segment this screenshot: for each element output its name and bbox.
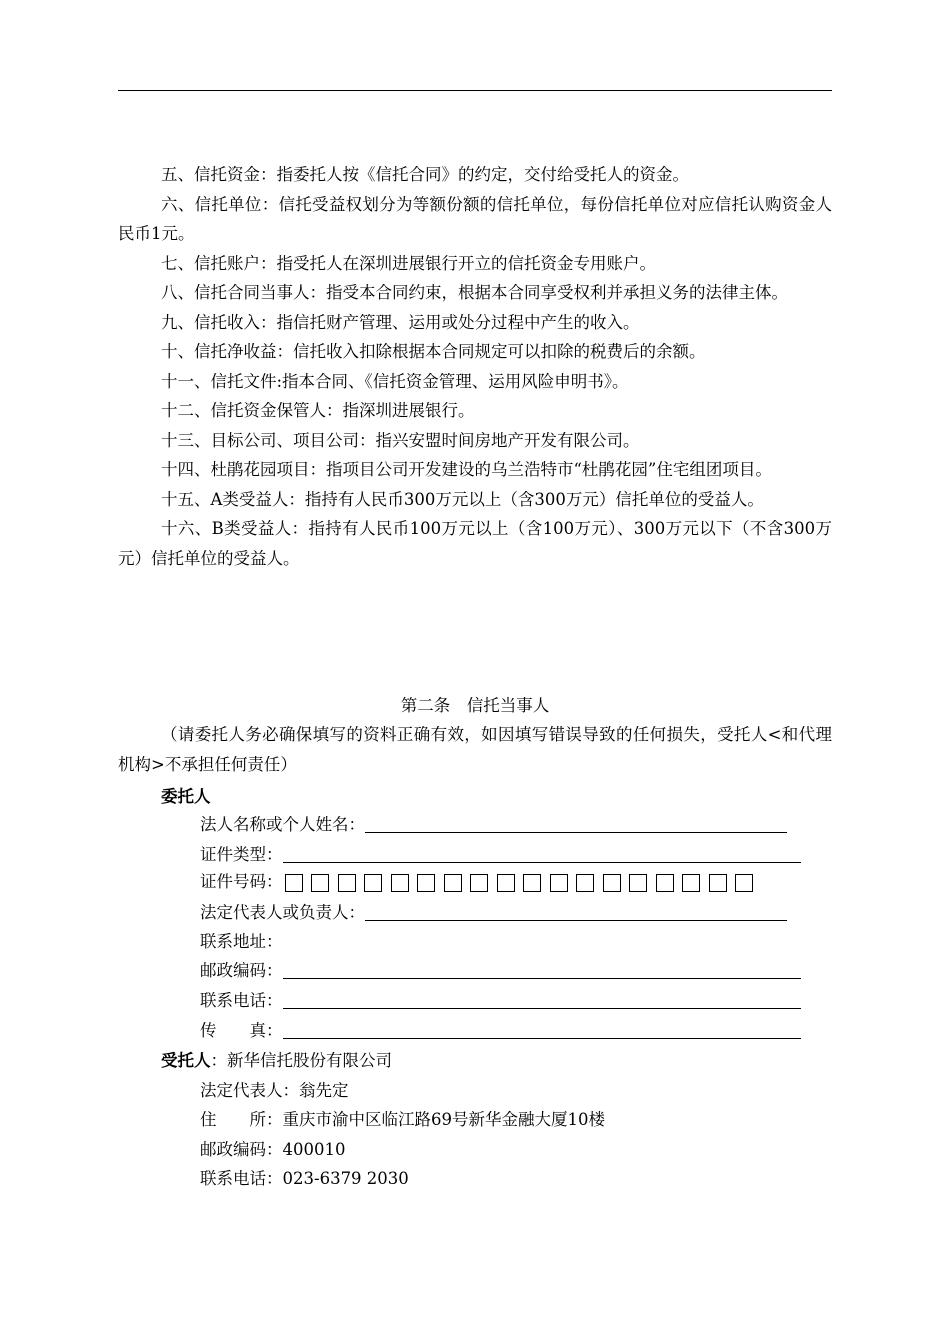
settlor-name-blank[interactable] [365,832,787,833]
definition-item: 十二、信托资金保管人：指深圳进展银行。 [161,401,475,420]
id-digit-box[interactable] [682,874,700,892]
id-digit-box[interactable] [470,874,488,892]
settlor-heading: 委托人 [161,787,211,806]
definitions-list [118,160,832,573]
trustee-phone: 联系电话：023-6379 2030 [200,1169,409,1188]
id-digit-box[interactable] [629,874,647,892]
header-rule [118,90,832,91]
address-field[interactable] [200,927,283,957]
definition-item: 十六、B类受益人：指持有人民币100万元以上（含100万元）、300万元以下（不含300万元）信托单位的受益人。 [118,519,832,568]
id-digit-box[interactable] [444,874,462,892]
legal-rep-field[interactable] [200,898,787,928]
postcode-label: 邮政编码： [200,961,283,980]
trustee-heading: 受托人 [161,1051,211,1070]
fax-field[interactable] [200,1016,801,1046]
trustee-name: ：新华信托股份有限公司 [210,1051,392,1070]
trustee-heading-line [161,1046,392,1076]
postcode-blank[interactable] [283,978,801,979]
section-title: 第二条 信托当事人 [400,696,550,715]
phone-field[interactable] [200,986,801,1016]
id-digit-box[interactable] [550,874,568,892]
legal-rep-label: 法定代表人或负责人： [200,903,365,922]
id-number-field[interactable] [200,867,753,897]
id-digit-box[interactable] [709,874,727,892]
id-number-label: 证件号码： [200,872,283,891]
legal-rep-blank[interactable] [365,920,787,921]
id-digit-box[interactable] [735,874,753,892]
definition-item: 七、信托账户：指受托人在深圳进展银行开立的信托资金专用账户。 [161,253,656,273]
settlor-name-field[interactable] [200,810,787,840]
id-number-boxes[interactable] [285,874,754,892]
trustee-postcode: 邮政编码：400010 [200,1140,346,1159]
fax-label: 传 真： [200,1021,283,1040]
id-digit-box[interactable] [497,874,515,892]
id-digit-box[interactable] [364,874,382,892]
notice-text: （请委托人务必确保填写的资料正确有效，如因填写错误导致的任何损失，受托人<和代理机构>不承担任何责任） [118,725,832,774]
definition-item: 十三、目标公司、项目公司：指兴安盟时间房地产开发有限公司。 [161,430,640,450]
definition-item: 十一、信托文件:指本合同、《信托资金管理、运用风险申明书》。 [161,371,629,391]
id-digit-box[interactable] [417,874,435,892]
id-digit-box[interactable] [311,874,329,892]
id-digit-box[interactable] [285,874,303,892]
id-digit-box[interactable] [656,874,674,892]
id-type-field[interactable] [200,840,801,870]
definition-item: 八、信托合同当事人：指受本合同约束，根据本合同享受权利并承担义务的法律主体。 [161,283,788,302]
id-digit-box[interactable] [576,874,594,892]
id-digit-box[interactable] [523,874,541,892]
id-type-blank[interactable] [283,862,801,863]
id-type-label: 证件类型： [200,845,283,864]
definition-item: 十、信托净收益：信托收入扣除根据本合同规定可以扣除的税费后的余额。 [161,342,706,361]
trustee-address: 住 所：重庆市渝中区临江路69号新华金融大厦10楼 [200,1110,605,1129]
id-digit-box[interactable] [338,874,356,892]
trustee-legal-rep: 法定代表人：翁先定 [200,1081,349,1100]
definition-item: 六、信托单位：信托受益权划分为等额份额的信托单位，每份信托单位对应信托认购资金人民币1元。 [118,194,832,243]
definition-item: 九、信托收入：指信托财产管理、运用或处分过程中产生的收入。 [161,312,640,332]
definition-item: 五、信托资金：指委托人按《信托合同》的约定，交付给受托人的资金。 [161,165,689,184]
id-digit-box[interactable] [603,874,621,892]
settlor-name-label: 法人名称或个人姓名： [200,815,365,834]
phone-label: 联系电话： [200,991,283,1010]
definition-item: 十四、杜鹃花园项目：指项目公司开发建设的乌兰浩特市“杜鹃花园”住宅组团项目。 [161,460,772,479]
phone-blank[interactable] [283,1008,801,1009]
definition-item: 十五、A类受益人：指持有人民币300万元以上（含300万元）信托单位的受益人。 [161,489,764,509]
id-digit-box[interactable] [391,874,409,892]
fax-blank[interactable] [283,1038,801,1039]
postcode-field[interactable] [200,956,801,986]
address-label: 联系地址： [200,932,283,951]
